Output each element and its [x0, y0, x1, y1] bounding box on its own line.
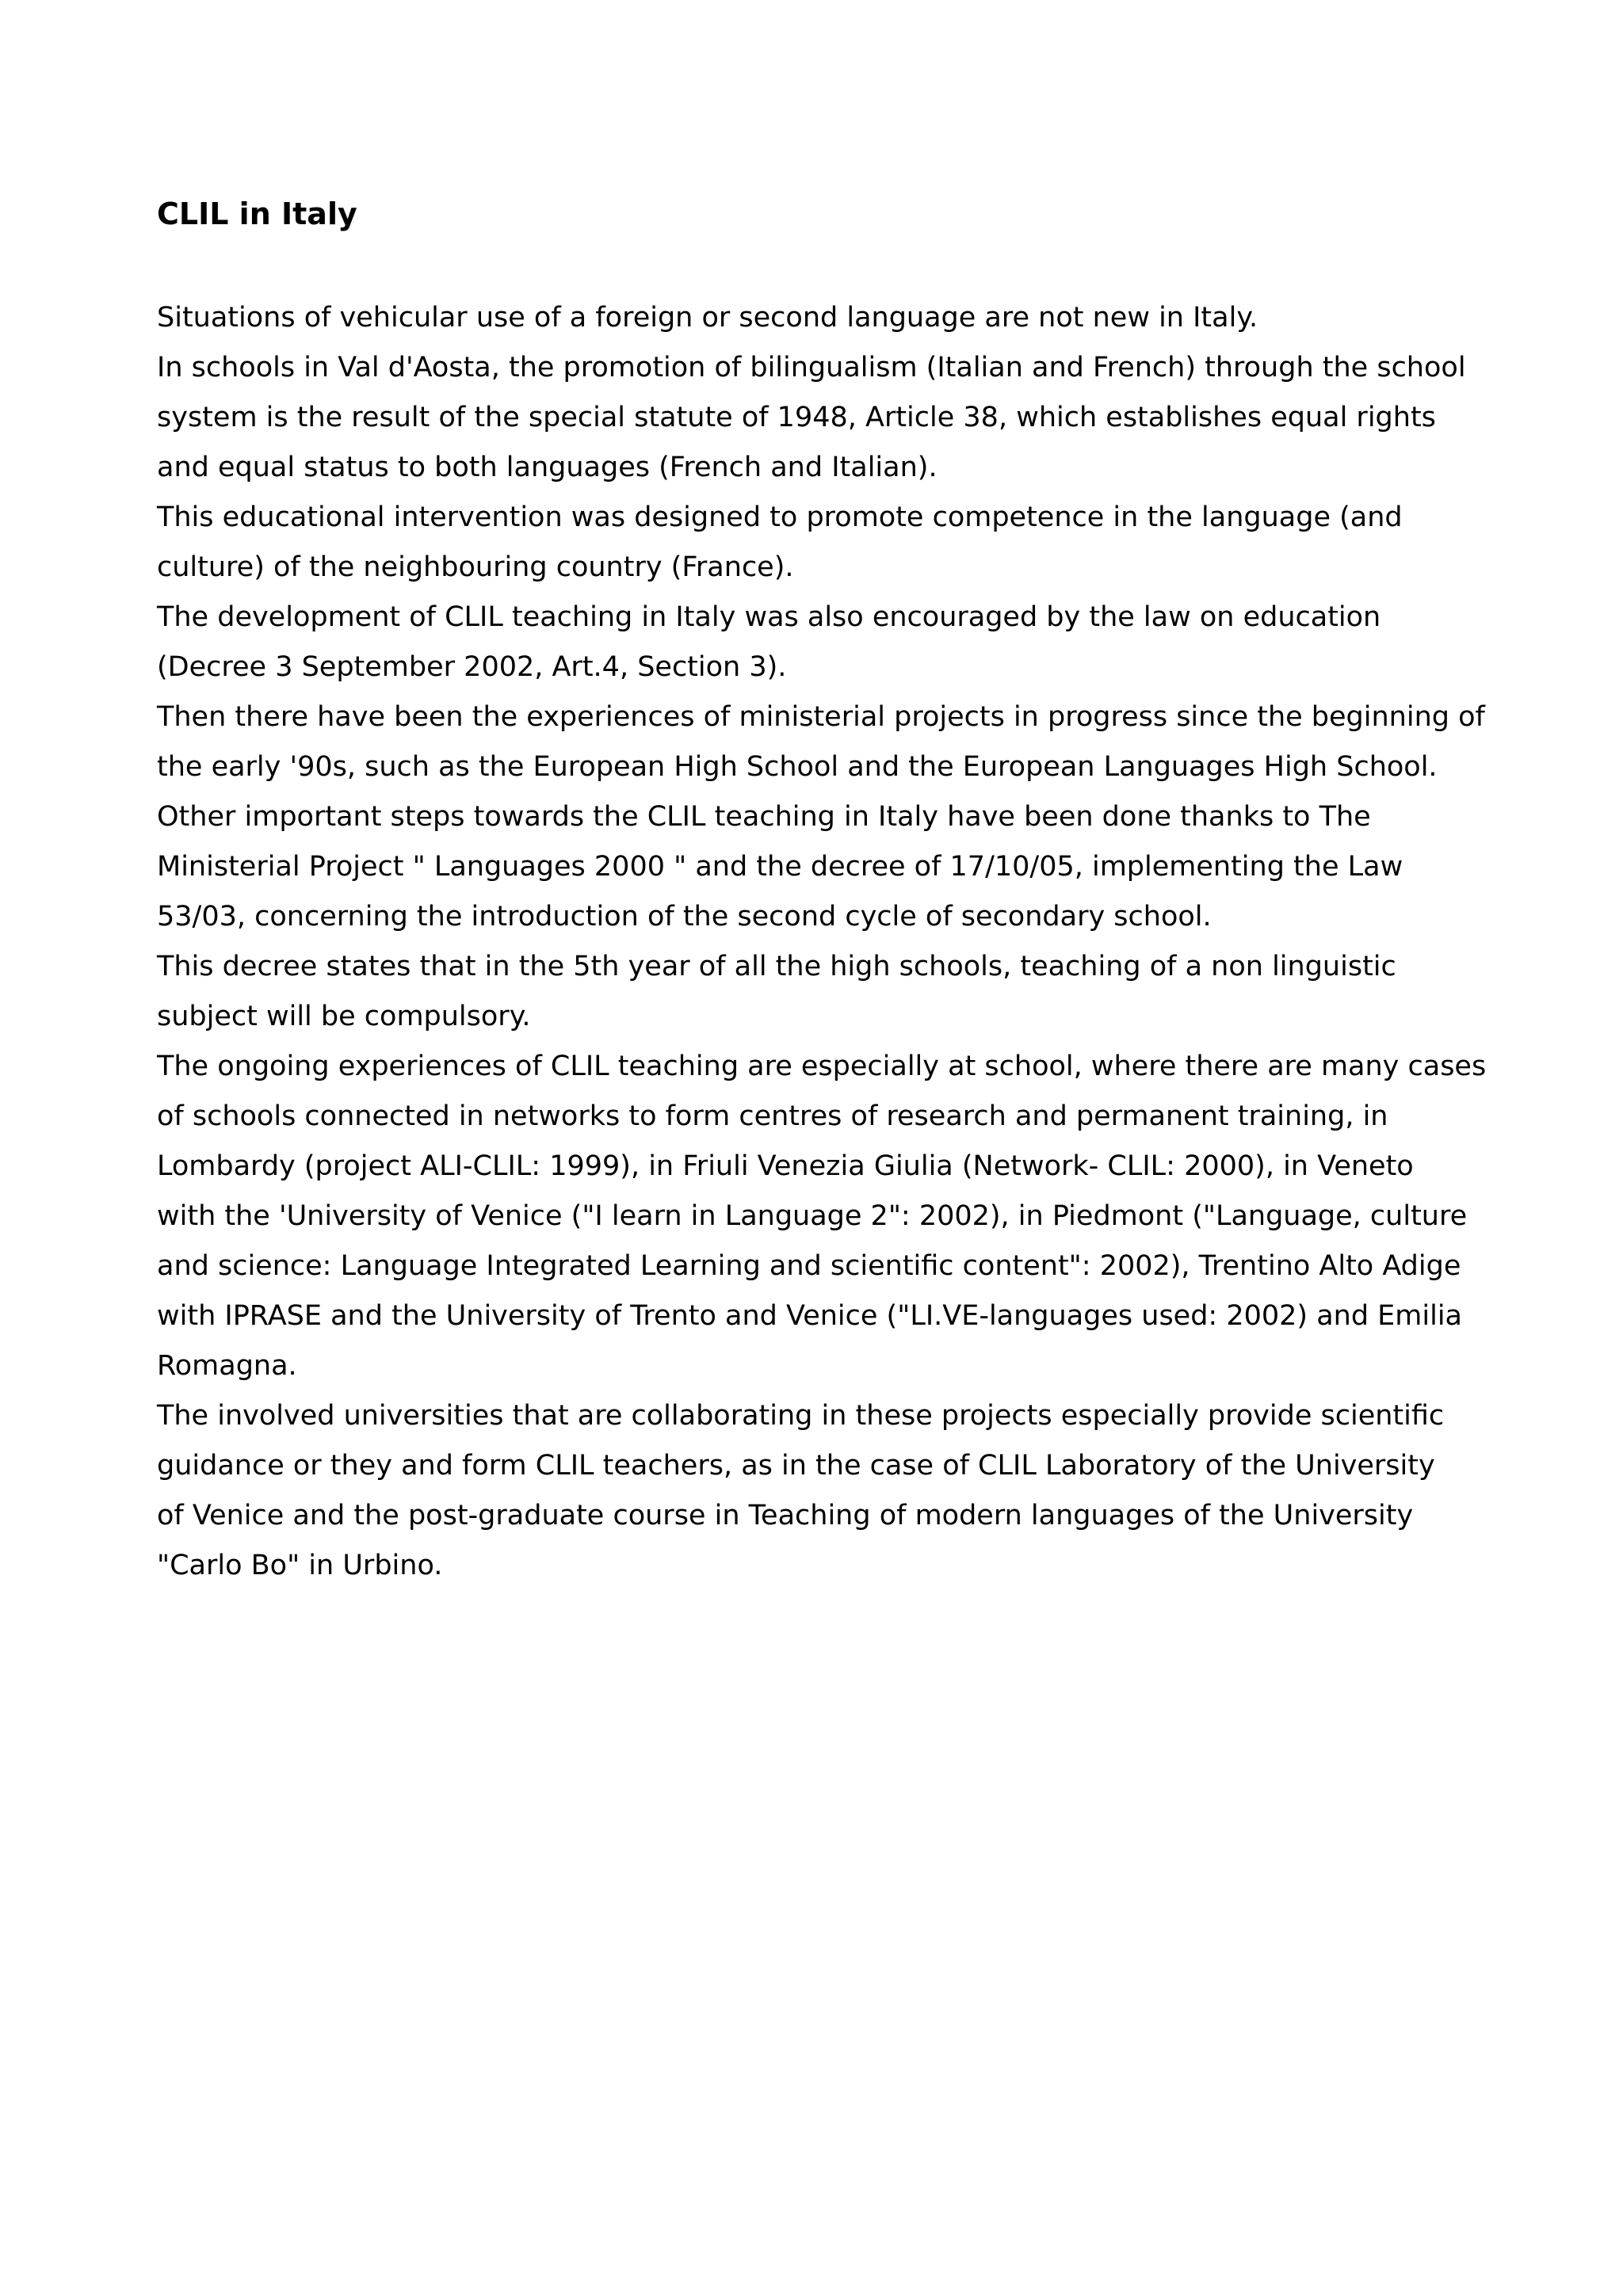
text-line: with IPRASE and the University of Trento and Venice ("LI.VE-languages used: 2002) and Emilia [157, 1300, 1462, 1332]
text-line: Ministerial Project " Languages 2000 " and the decree of 17/10/05, implementing the Law [157, 851, 1403, 883]
text-line: This decree states that in the 5th year of all the high schools, teaching of a non linguistic [157, 951, 1396, 982]
document-body [157, 293, 1504, 1591]
text-line: Romagna. [157, 1350, 297, 1382]
text-line: Then there have been the experiences of ministerial projects in progress since the beginning of [157, 701, 1485, 733]
text-line: The involved universities that are collaborating in these projects especially provide scientific [157, 1400, 1445, 1432]
text-line: culture) of the neighbouring country (France). [157, 551, 794, 583]
text-line: Situations of vehicular use of a foreign or second language are not new in Italy. [157, 302, 1258, 334]
text-line: Lombardy (project ALI-CLIL: 1999), in Friuli Venezia Giulia (Network- CLIL: 2000), in Veneto [157, 1150, 1414, 1182]
text-line: with the 'University of Venice ("I learn in Language 2": 2002), in Piedmont ("Language, culture [157, 1200, 1468, 1232]
text-line: (Decree 3 September 2002, Art.4, Section 3). [157, 651, 787, 683]
text-line: 53/03, concerning the introduction of the second cycle of secondary school. [157, 901, 1212, 933]
text-line: of Venice and the post-graduate course in Teaching of modern languages of the University [157, 1500, 1414, 1531]
text-line: the early '90s, such as the European High School and the European Languages High School. [157, 751, 1438, 783]
text-line: and equal status to both languages (French and Italian). [157, 452, 938, 483]
text-line: The development of CLIL teaching in Italy was also encouraged by the law on education [157, 601, 1381, 633]
document-title: CLIL in Italy [157, 196, 357, 231]
text-line: system is the result of the special statute of 1948, Article 38, which establishes equal rights [157, 402, 1436, 433]
text-line: In schools in Val d'Aosta, the promotion of bilingualism (Italian and French) through the school [157, 352, 1466, 383]
text-line: subject will be compulsory. [157, 1001, 531, 1032]
text-line: This educational intervention was designed to promote competence in the language (and [157, 502, 1403, 533]
text-line: Other important steps towards the CLIL teaching in Italy have been done thanks to The [157, 801, 1371, 833]
text-line: "Carlo Bo" in Urbino. [157, 1550, 443, 1581]
document-content [157, 190, 1504, 1591]
text-line: of schools connected in networks to form centres of research and permanent training, in [157, 1100, 1388, 1132]
text-line: and science: Language Integrated Learning and scientific content": 2002), Trentino Alto Adige [157, 1250, 1461, 1282]
text-line: The ongoing experiences of CLIL teaching are especially at school, where there are many cases [157, 1051, 1487, 1082]
text-line: guidance or they and form CLIL teachers, as in the case of CLIL Laboratory of the University [157, 1450, 1435, 1482]
